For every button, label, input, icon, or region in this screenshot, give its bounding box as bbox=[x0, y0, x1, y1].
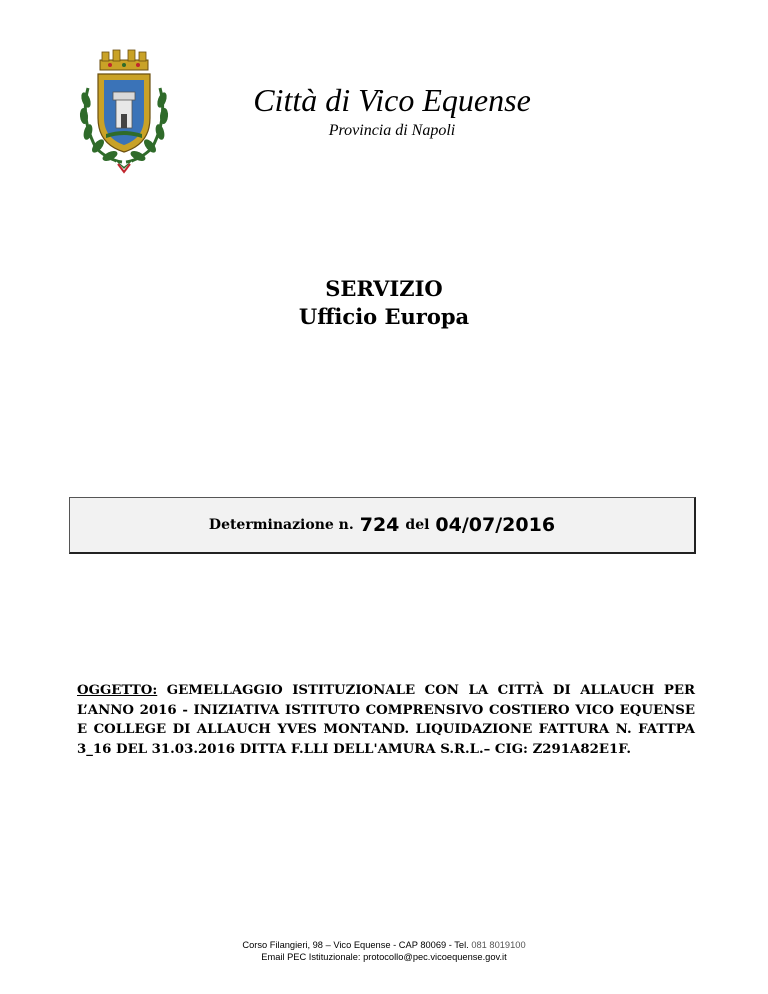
tricolor-ribbon-icon bbox=[114, 160, 134, 172]
page-footer bbox=[150, 939, 618, 963]
shield-icon bbox=[98, 74, 150, 152]
determination-number: 724 bbox=[359, 514, 400, 536]
subject-paragraph bbox=[77, 681, 695, 759]
office-name: Ufficio Europa bbox=[298, 304, 470, 329]
determination-box bbox=[69, 497, 696, 554]
subject-text: GEMELLAGGIO ISTITUZIONALE CON LA CITTÀ DI ALLAUCH PER L’ANNO 2016 - INIZIATIVA ISTITUTO COMPRENSIVO COSTIERO VICO EQUENSE E COLLEGE DI ALLAUCH YVES MONTAND. LIQUIDAZIONE FATTURA N. FATTPA 3_16 DEL 31.03.2016 DITTA F.LLI DELL'AMURA S.R.L.– CIG: Z291A82E1F. bbox=[77, 683, 696, 757]
footer-address: Corso Filangieri, 98 – Vico Equense - CAP 80069 - Tel. bbox=[242, 940, 469, 950]
crown-icon bbox=[100, 50, 148, 70]
province-subheading: Provincia di Napoli bbox=[328, 122, 456, 139]
service-block bbox=[184, 275, 584, 331]
footer-phone: 081 8019100 bbox=[471, 940, 526, 950]
determination-date: 04/07/2016 bbox=[435, 514, 556, 536]
service-title: SERVIZIO bbox=[325, 276, 443, 301]
determination-label: Determinazione n. bbox=[208, 517, 354, 533]
city-name-heading: Città di Vico Equense bbox=[253, 82, 531, 118]
municipal-crest-emblem bbox=[74, 48, 174, 176]
subject-label: OGGETTO: bbox=[77, 683, 158, 698]
footer-address-line bbox=[150, 939, 618, 951]
determination-date-label: del bbox=[405, 517, 430, 533]
footer-email: Email PEC Istituzionale: protocollo@pec.vicoequense.gov.it bbox=[261, 952, 507, 962]
